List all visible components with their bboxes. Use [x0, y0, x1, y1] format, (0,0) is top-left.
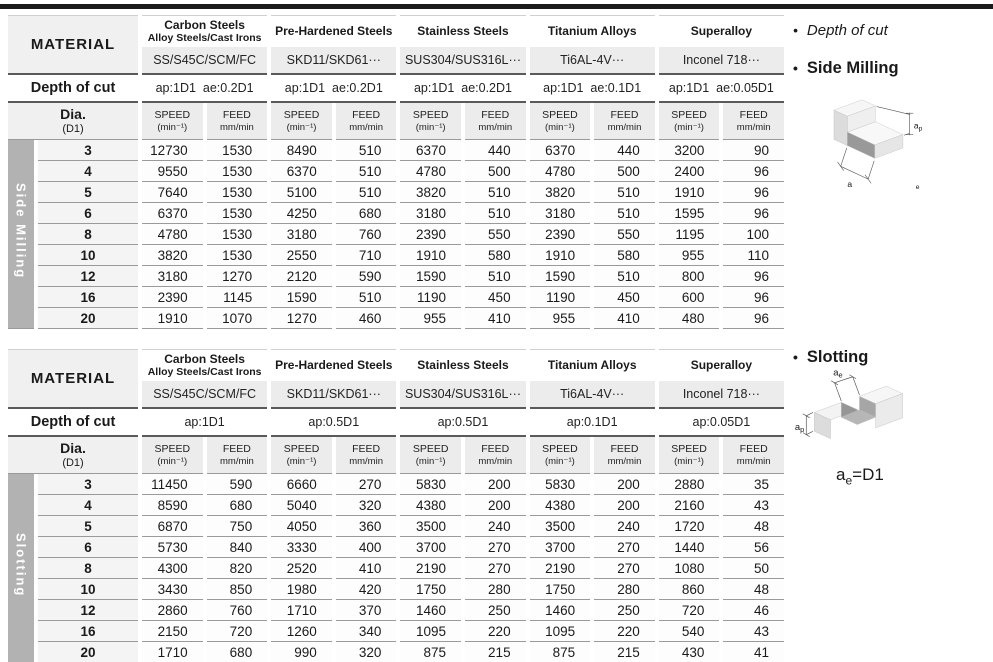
data-value: 720 — [659, 600, 720, 621]
depth-value: ap:0.05D1 — [659, 409, 784, 437]
data-value: 6370 — [400, 140, 461, 161]
dia-value: 16 — [38, 287, 138, 308]
data-value: 760 — [207, 600, 268, 621]
feed-header: FEED mm/min — [465, 437, 526, 474]
data-value: 460 — [336, 308, 397, 329]
data-value: 6870 — [142, 516, 203, 537]
data-value: 1460 — [400, 600, 461, 621]
side-milling-bullet: • Side Milling — [793, 59, 899, 78]
table-row — [8, 474, 784, 495]
data-value: 50 — [723, 558, 784, 579]
data-value: 1145 — [207, 287, 268, 308]
data-value: 270 — [594, 537, 655, 558]
data-value: 1440 — [659, 537, 720, 558]
depth-value: ap:1D1 — [142, 409, 267, 437]
data-value: 860 — [659, 579, 720, 600]
data-value: 590 — [207, 474, 268, 495]
data-value: 510 — [594, 203, 655, 224]
data-value: 270 — [465, 537, 526, 558]
dia-value: 3 — [38, 474, 138, 495]
data-value: 250 — [465, 600, 526, 621]
data-value: 6370 — [142, 203, 203, 224]
data-value: 2520 — [271, 558, 332, 579]
ae-equals-d1: $a_e=D1$ — [836, 465, 884, 488]
data-value: 1530 — [207, 161, 268, 182]
data-value: 370 — [336, 600, 397, 621]
data-value: 4050 — [271, 516, 332, 537]
data-value: 1530 — [207, 182, 268, 203]
data-value: 270 — [594, 558, 655, 579]
data-value: 820 — [207, 558, 268, 579]
data-value: 35 — [723, 474, 784, 495]
dia-value: 5 — [38, 516, 138, 537]
table-row — [8, 621, 784, 642]
data-value: 240 — [594, 516, 655, 537]
data-value: 510 — [594, 182, 655, 203]
data-value: 680 — [336, 203, 397, 224]
data-value: 420 — [336, 579, 397, 600]
data-value: 250 — [594, 600, 655, 621]
data-value: 7640 — [142, 182, 203, 203]
material-grade: SS/S45C/SCM/FC — [142, 47, 267, 75]
table-row — [8, 182, 784, 203]
data-value: 2880 — [659, 474, 720, 495]
data-value: 955 — [659, 245, 720, 266]
data-value: 1080 — [659, 558, 720, 579]
data-value: 2190 — [530, 558, 591, 579]
data-value: 100 — [723, 224, 784, 245]
data-value: 1980 — [271, 579, 332, 600]
data-value: 1270 — [207, 266, 268, 287]
side-milling-table — [4, 15, 788, 329]
data-value: 1750 — [400, 579, 461, 600]
table-row — [8, 579, 784, 600]
data-value: 1460 — [530, 600, 591, 621]
data-value: 2400 — [659, 161, 720, 182]
data-value: 840 — [207, 537, 268, 558]
table-row — [8, 600, 784, 621]
data-value: 580 — [594, 245, 655, 266]
depth-of-cut-label: Depth of cut — [8, 409, 138, 437]
table-row — [8, 224, 784, 245]
data-value: 1910 — [400, 245, 461, 266]
dia-value: 12 — [38, 600, 138, 621]
data-value: 3820 — [530, 182, 591, 203]
depth-of-cut-row — [8, 409, 784, 437]
data-value: 450 — [465, 287, 526, 308]
dia-value: 20 — [38, 308, 138, 329]
data-value: 200 — [594, 474, 655, 495]
data-value: 1590 — [271, 287, 332, 308]
data-value: 3180 — [530, 203, 591, 224]
data-value: 4380 — [400, 495, 461, 516]
data-value: 1595 — [659, 203, 720, 224]
dia-value: 10 — [38, 245, 138, 266]
data-value: 2390 — [142, 287, 203, 308]
speed-header: SPEED (min⁻¹) — [659, 103, 720, 140]
data-value: 280 — [465, 579, 526, 600]
material-grade: Inconel 718··· — [659, 381, 784, 409]
data-value: 1190 — [530, 287, 591, 308]
table-row — [8, 266, 784, 287]
table-row — [8, 245, 784, 266]
data-value: 955 — [400, 308, 461, 329]
data-value: 1190 — [400, 287, 461, 308]
data-value: 800 — [659, 266, 720, 287]
data-value: 850 — [207, 579, 268, 600]
data-value: 200 — [594, 495, 655, 516]
feed-header: FEED mm/min — [723, 103, 784, 140]
material-group-name: Pre-Hardened Steels — [271, 349, 396, 381]
data-value: 1095 — [400, 621, 461, 642]
data-value: 1270 — [271, 308, 332, 329]
data-value: 1195 — [659, 224, 720, 245]
slotting-diagram — [794, 368, 929, 469]
data-value: 5830 — [400, 474, 461, 495]
data-value: 500 — [465, 161, 526, 182]
feed-header: FEED mm/min — [336, 103, 397, 140]
data-value: 6370 — [530, 140, 591, 161]
ae-label: a $_e$ — [847, 179, 920, 189]
data-value: 3430 — [142, 579, 203, 600]
speed-header: SPEED (min⁻¹) — [142, 103, 203, 140]
depth-value: ap:1D1 ae:0.05D1 — [659, 75, 784, 103]
feed-header: FEED mm/min — [207, 437, 268, 474]
data-value: 2160 — [659, 495, 720, 516]
material-header: MATERIAL — [8, 15, 138, 75]
data-value: 1750 — [530, 579, 591, 600]
data-value: 450 — [594, 287, 655, 308]
data-value: 1910 — [530, 245, 591, 266]
column-header-row — [8, 103, 784, 140]
section-label-vertical: Side Milling — [8, 140, 34, 329]
data-value: 270 — [336, 474, 397, 495]
speed-header: SPEED (min⁻¹) — [530, 437, 591, 474]
data-value: 320 — [336, 495, 397, 516]
data-value: 760 — [336, 224, 397, 245]
data-value: 41 — [723, 642, 784, 662]
material-grade: Ti6AL-4V··· — [530, 47, 655, 75]
table-row — [8, 308, 784, 329]
data-value: 215 — [594, 642, 655, 662]
data-value: 1910 — [142, 308, 203, 329]
data-value: 2550 — [271, 245, 332, 266]
material-group-name: Titanium Alloys — [530, 349, 655, 381]
data-value: 96 — [723, 203, 784, 224]
material-grade: SS/S45C/SCM/FC — [142, 381, 267, 409]
data-value: 4780 — [530, 161, 591, 182]
material-group-name: Stainless Steels — [400, 349, 525, 381]
table-row — [8, 287, 784, 308]
data-value: 3180 — [142, 266, 203, 287]
table-row — [8, 537, 784, 558]
data-value: 1910 — [659, 182, 720, 203]
depth-of-cut-bullet: • Depth of cut — [793, 22, 888, 39]
material-grade: SUS304/SUS316L··· — [400, 381, 525, 409]
data-value: 1710 — [142, 642, 203, 662]
data-value: 3500 — [400, 516, 461, 537]
material-group-name: Carbon Steels Alloy Steels/Cast Irons — [142, 15, 267, 47]
data-value: 580 — [465, 245, 526, 266]
table-row — [8, 516, 784, 537]
data-value: 540 — [659, 621, 720, 642]
ap-label: $a_p$ — [913, 120, 923, 133]
material-group-name: Pre-Hardened Steels — [271, 15, 396, 47]
dia-value: 8 — [38, 224, 138, 245]
data-value: 3500 — [530, 516, 591, 537]
depth-value: ap:0.5D1 — [271, 409, 396, 437]
data-value: 430 — [659, 642, 720, 662]
data-value: 875 — [530, 642, 591, 662]
slotting-body — [8, 474, 784, 662]
feed-header: FEED mm/min — [723, 437, 784, 474]
data-value: 48 — [723, 516, 784, 537]
data-value: 550 — [594, 224, 655, 245]
speed-header: SPEED (min⁻¹) — [400, 437, 461, 474]
data-value: 1590 — [530, 266, 591, 287]
data-value: 440 — [594, 140, 655, 161]
data-value: 320 — [336, 642, 397, 662]
data-value: 3820 — [142, 245, 203, 266]
feed-header: FEED mm/min — [465, 103, 526, 140]
data-value: 1070 — [207, 308, 268, 329]
data-value: 1530 — [207, 140, 268, 161]
data-value: 3700 — [400, 537, 461, 558]
data-value: 4380 — [530, 495, 591, 516]
dia-value: 6 — [38, 537, 138, 558]
material-group-name: Stainless Steels — [400, 15, 525, 47]
slotting-bullet: • Slotting — [793, 348, 868, 367]
dia-value: 5 — [38, 182, 138, 203]
ap-label: $a_p$ — [794, 420, 805, 434]
dia-header: Dia. (D1) — [8, 437, 138, 474]
data-value: 200 — [465, 474, 526, 495]
speed-header: SPEED (min⁻¹) — [271, 103, 332, 140]
table-row — [8, 203, 784, 224]
data-value: 550 — [465, 224, 526, 245]
data-value: 1095 — [530, 621, 591, 642]
speed-header: SPEED (min⁻¹) — [271, 437, 332, 474]
data-value: 600 — [659, 287, 720, 308]
data-value: 955 — [530, 308, 591, 329]
material-grade: SUS304/SUS316L··· — [400, 47, 525, 75]
side-milling-diagram — [812, 82, 934, 189]
data-value: 510 — [336, 182, 397, 203]
data-value: 5040 — [271, 495, 332, 516]
speed-header: SPEED (min⁻¹) — [530, 103, 591, 140]
material-grade: SKD11/SKD61··· — [271, 381, 396, 409]
data-value: 1710 — [271, 600, 332, 621]
data-value: 12730 — [142, 140, 203, 161]
dia-value: 20 — [38, 642, 138, 662]
data-value: 680 — [207, 642, 268, 662]
data-value: 280 — [594, 579, 655, 600]
data-value: 340 — [336, 621, 397, 642]
feed-header: FEED mm/min — [594, 103, 655, 140]
data-value: 5830 — [530, 474, 591, 495]
material-row — [8, 349, 784, 381]
data-value: 3180 — [400, 203, 461, 224]
data-value: 96 — [723, 287, 784, 308]
data-value: 440 — [465, 140, 526, 161]
data-value: 270 — [465, 558, 526, 579]
data-value: 1590 — [400, 266, 461, 287]
dia-value: 16 — [38, 621, 138, 642]
data-value: 8590 — [142, 495, 203, 516]
data-value: 2120 — [271, 266, 332, 287]
dia-value: 6 — [38, 203, 138, 224]
data-value: 1530 — [207, 224, 268, 245]
data-value: 220 — [594, 621, 655, 642]
table-row — [8, 140, 784, 161]
speed-header: SPEED (min⁻¹) — [142, 437, 203, 474]
depth-of-cut-row — [8, 75, 784, 103]
data-value: 510 — [336, 287, 397, 308]
data-value: 720 — [207, 621, 268, 642]
data-value: 43 — [723, 495, 784, 516]
data-value: 990 — [271, 642, 332, 662]
feed-header: FEED mm/min — [207, 103, 268, 140]
side-milling-body — [8, 140, 784, 329]
data-value: 4250 — [271, 203, 332, 224]
data-value: 680 — [207, 495, 268, 516]
annotation-sidebar — [788, 0, 993, 662]
data-value: 8490 — [271, 140, 332, 161]
material-group-name: Superalloy — [659, 15, 784, 47]
data-value: 3700 — [530, 537, 591, 558]
data-value: 11450 — [142, 474, 203, 495]
material-group-name: Carbon Steels Alloy Steels/Cast Irons — [142, 349, 267, 381]
section-label-vertical: Slotting — [8, 474, 34, 662]
data-value: 410 — [336, 558, 397, 579]
data-value: 1720 — [659, 516, 720, 537]
data-value: 1260 — [271, 621, 332, 642]
data-value: 500 — [594, 161, 655, 182]
data-value: 590 — [336, 266, 397, 287]
data-value: 4780 — [142, 224, 203, 245]
dia-header: Dia. (D1) — [8, 103, 138, 140]
data-value: 750 — [207, 516, 268, 537]
depth-of-cut-label: Depth of cut — [8, 75, 138, 103]
dia-value: 12 — [38, 266, 138, 287]
data-value: 410 — [594, 308, 655, 329]
data-value: 96 — [723, 266, 784, 287]
data-value: 4300 — [142, 558, 203, 579]
data-value: 510 — [594, 266, 655, 287]
material-header: MATERIAL — [8, 349, 138, 409]
data-value: 1530 — [207, 203, 268, 224]
data-value: 510 — [465, 203, 526, 224]
data-value: 410 — [465, 308, 526, 329]
data-value: 3200 — [659, 140, 720, 161]
data-value: 110 — [723, 245, 784, 266]
data-value: 510 — [336, 140, 397, 161]
data-value: 510 — [465, 182, 526, 203]
data-value: 240 — [465, 516, 526, 537]
cutting-condition-tables — [4, 15, 788, 662]
data-value: 96 — [723, 161, 784, 182]
dia-value: 4 — [38, 161, 138, 182]
table-row — [8, 558, 784, 579]
speed-header: SPEED (min⁻¹) — [659, 437, 720, 474]
data-value: 3330 — [271, 537, 332, 558]
data-value: 2390 — [400, 224, 461, 245]
data-value: 510 — [465, 266, 526, 287]
data-value: 220 — [465, 621, 526, 642]
data-value: 2190 — [400, 558, 461, 579]
feed-header: FEED mm/min — [336, 437, 397, 474]
data-value: 6370 — [271, 161, 332, 182]
ae-label: $a_e$ — [833, 368, 843, 380]
material-grade: SKD11/SKD61··· — [271, 47, 396, 75]
data-value: 1530 — [207, 245, 268, 266]
dia-value: 10 — [38, 579, 138, 600]
table-row — [8, 495, 784, 516]
data-value: 360 — [336, 516, 397, 537]
data-value: 480 — [659, 308, 720, 329]
column-header-row — [8, 437, 784, 474]
data-value: 5730 — [142, 537, 203, 558]
data-value: 96 — [723, 182, 784, 203]
speed-header: SPEED (min⁻¹) — [400, 103, 461, 140]
dia-value: 4 — [38, 495, 138, 516]
data-value: 56 — [723, 537, 784, 558]
data-value: 215 — [465, 642, 526, 662]
data-value: 2390 — [530, 224, 591, 245]
material-row — [8, 15, 784, 47]
depth-value: ap:1D1 ae:0.2D1 — [271, 75, 396, 103]
data-value: 2150 — [142, 621, 203, 642]
data-value: 6660 — [271, 474, 332, 495]
feed-header: FEED mm/min — [594, 437, 655, 474]
material-group-name: Titanium Alloys — [530, 15, 655, 47]
dia-value: 3 — [38, 140, 138, 161]
depth-value: ap:1D1 ae:0.2D1 — [400, 75, 525, 103]
data-value: 90 — [723, 140, 784, 161]
dia-value: 8 — [38, 558, 138, 579]
table-row — [8, 161, 784, 182]
material-grade: Ti6AL-4V··· — [530, 381, 655, 409]
data-value: 46 — [723, 600, 784, 621]
data-value: 510 — [336, 161, 397, 182]
data-value: 5100 — [271, 182, 332, 203]
data-value: 48 — [723, 579, 784, 600]
table-row — [8, 642, 784, 662]
depth-value: ap:0.1D1 — [530, 409, 655, 437]
material-group-name: Superalloy — [659, 349, 784, 381]
data-value: 43 — [723, 621, 784, 642]
data-value: 4780 — [400, 161, 461, 182]
data-value: 200 — [465, 495, 526, 516]
data-value: 3180 — [271, 224, 332, 245]
data-value: 400 — [336, 537, 397, 558]
depth-value: ap:1D1 ae:0.1D1 — [530, 75, 655, 103]
depth-value: ap:1D1 ae:0.2D1 — [142, 75, 267, 103]
depth-value: ap:0.5D1 — [400, 409, 525, 437]
data-value: 2860 — [142, 600, 203, 621]
data-value: 710 — [336, 245, 397, 266]
material-grade: Inconel 718··· — [659, 47, 784, 75]
data-value: 3820 — [400, 182, 461, 203]
data-value: 875 — [400, 642, 461, 662]
slotting-table — [4, 349, 788, 662]
data-value: 9550 — [142, 161, 203, 182]
data-value: 96 — [723, 308, 784, 329]
